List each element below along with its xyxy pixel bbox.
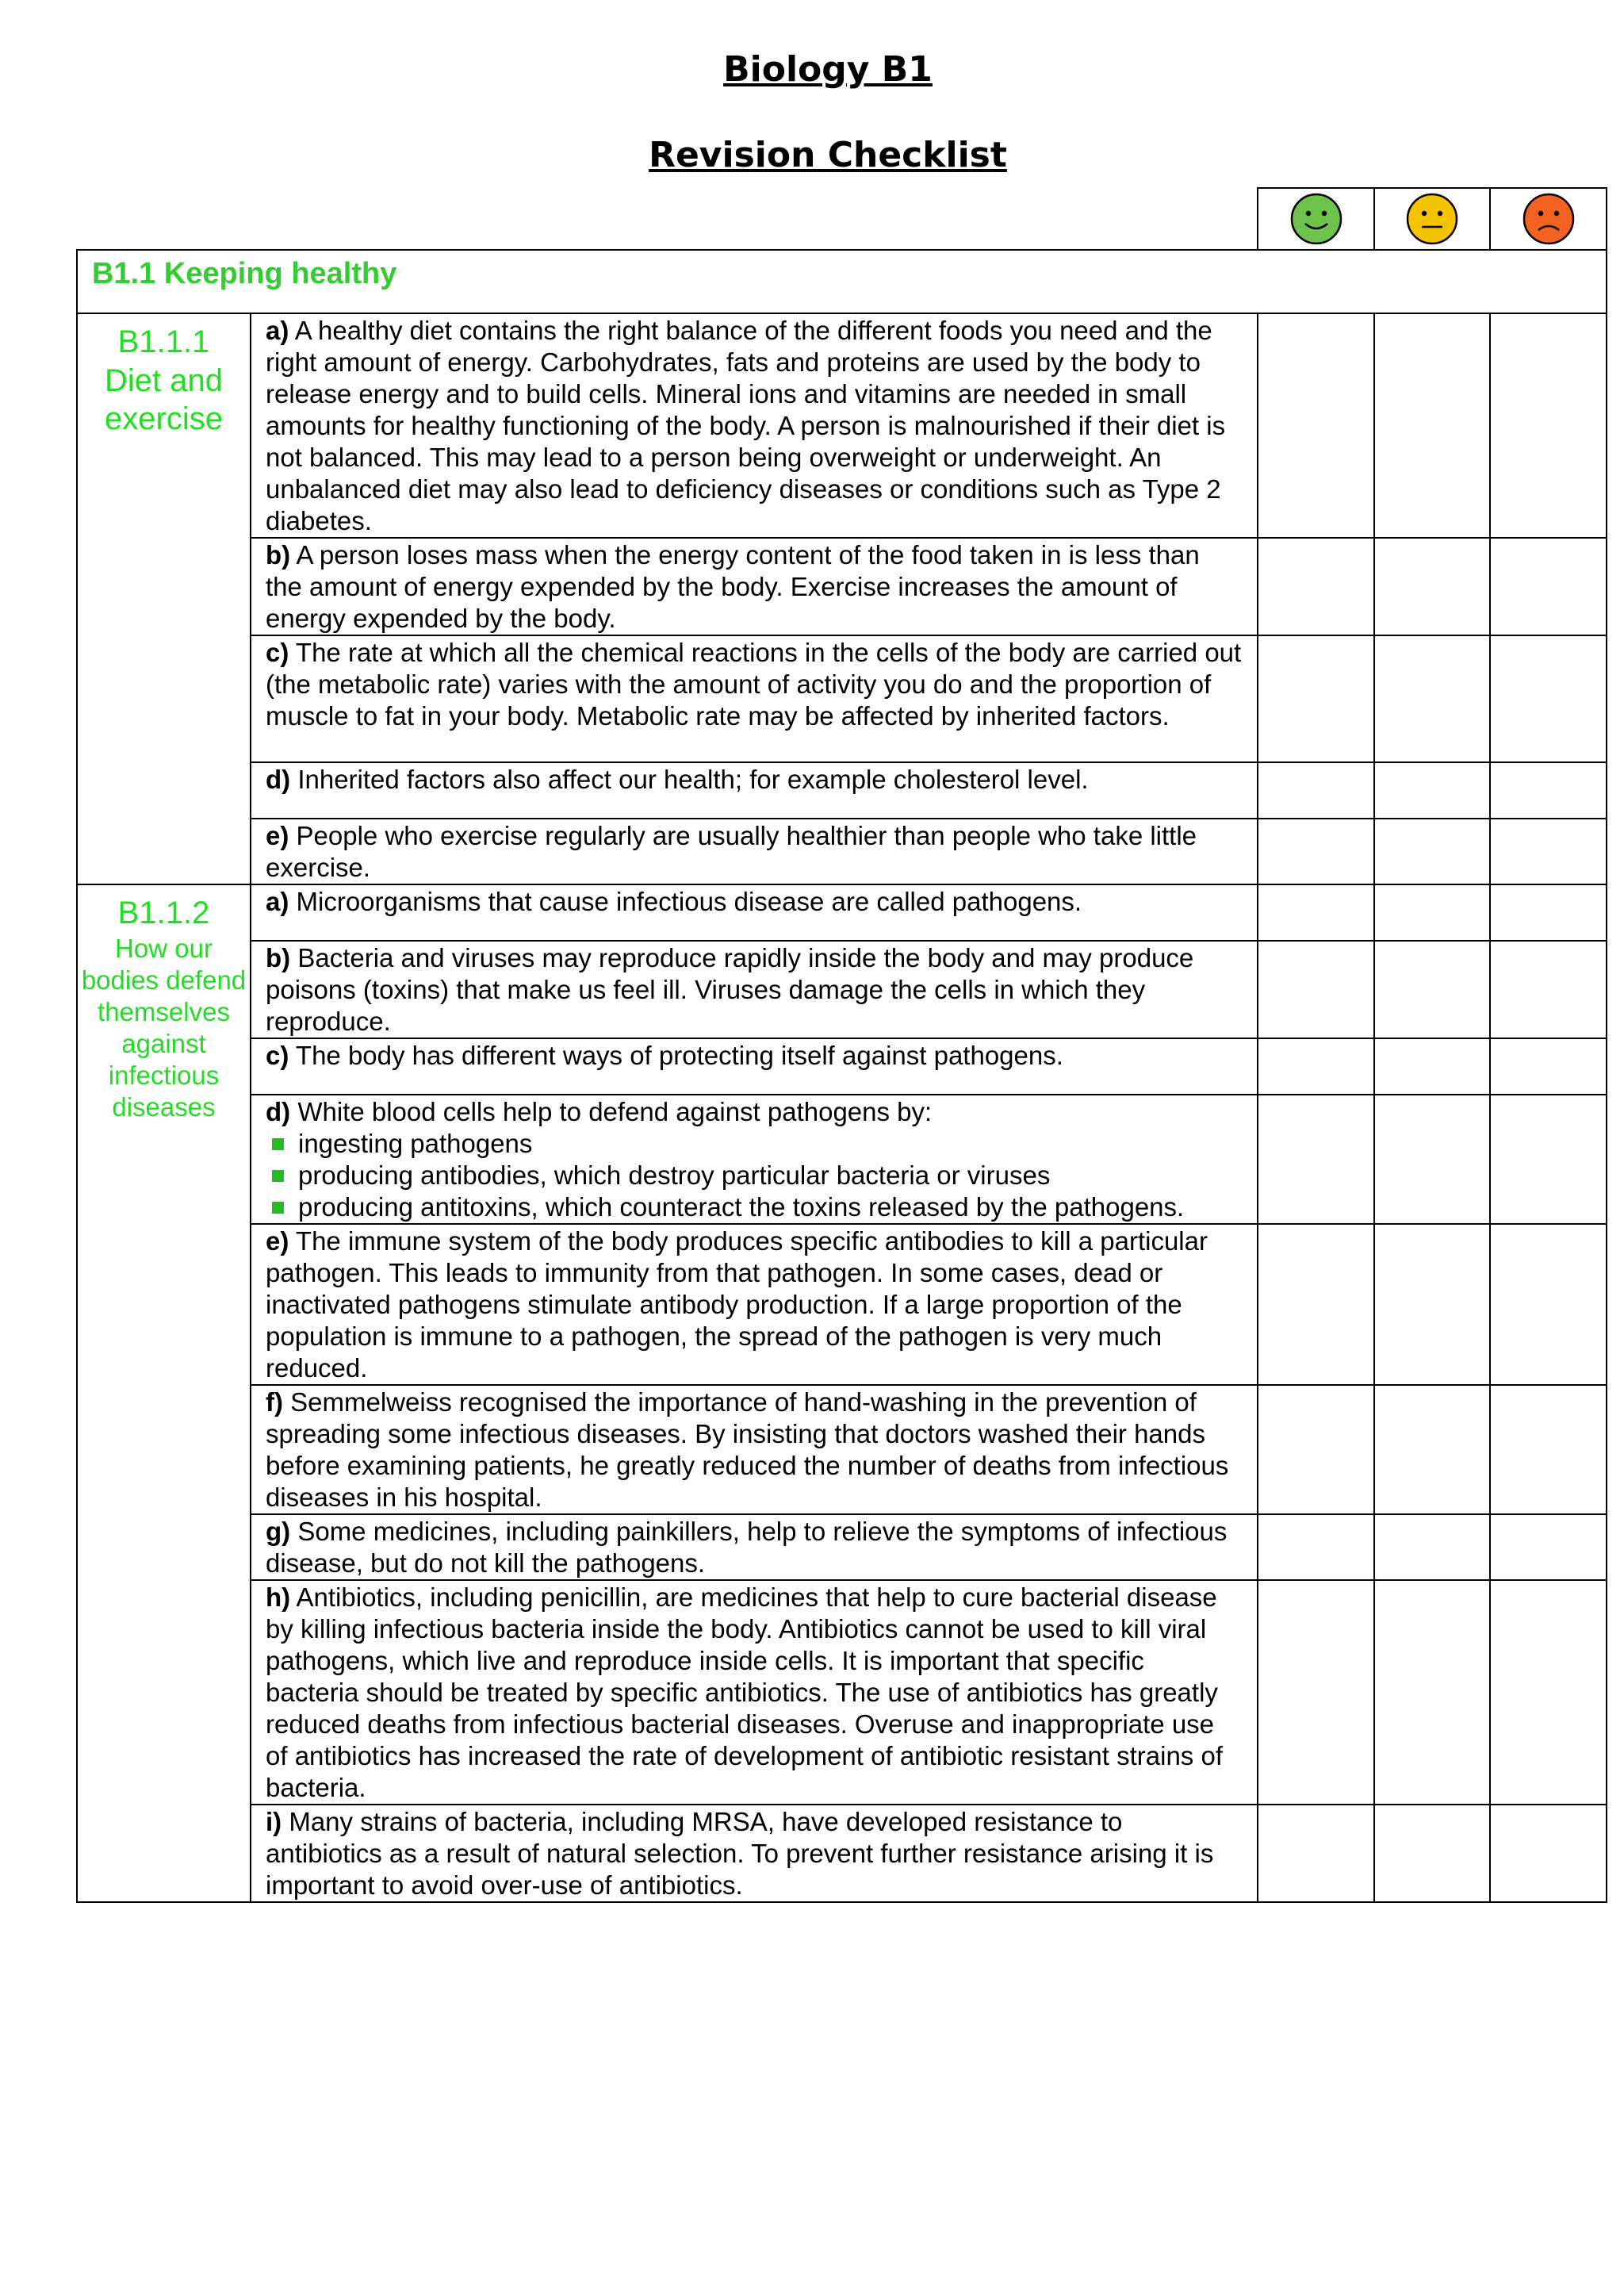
table-row	[77, 762, 1607, 819]
item-label: c)	[266, 1041, 289, 1070]
topic-name: How our bodies defend themselves against infectious diseases	[81, 934, 247, 1122]
table-row	[77, 1580, 1607, 1805]
bullet-text: producing antibodies, which destroy particular bacteria or viruses	[298, 1160, 1051, 1190]
item-label: b)	[266, 943, 291, 972]
table-row	[77, 1805, 1607, 1902]
topic-cell	[77, 884, 251, 1902]
checklist-item	[251, 1805, 1258, 1902]
item-label: d)	[266, 765, 291, 794]
rating-box-unsure[interactable]	[1374, 1095, 1490, 1224]
table-row	[77, 941, 1607, 1038]
sad-face-icon	[1522, 192, 1576, 246]
header-spacer	[77, 188, 1258, 250]
rating-box-confident[interactable]	[1258, 1580, 1374, 1805]
item-label: f)	[266, 1387, 283, 1417]
rating-box-unsure[interactable]	[1374, 538, 1490, 635]
item-text: Inherited factors also affect our health; for example cholesterol level.	[297, 765, 1089, 794]
bullet-text: ingesting pathogens	[298, 1129, 533, 1158]
checklist-item	[251, 313, 1258, 538]
item-text: The rate at which all the chemical reactions in the cells of the body are carried out (the metabolic rate) varies with the amount of activity you do and the proportion of muscle to fat in your body. Metabolic rate may be affected by inherited factors.	[266, 638, 1242, 731]
rating-box-confident[interactable]	[1258, 635, 1374, 762]
topic-number: B1.1.2	[117, 896, 210, 930]
rating-box-not-confident[interactable]	[1490, 1805, 1607, 1902]
checklist-item	[251, 1095, 1258, 1224]
rating-box-not-confident[interactable]	[1490, 1224, 1607, 1385]
bullet-text: producing antitoxins, which counteract the toxins released by the pathogens.	[298, 1192, 1185, 1222]
rating-box-unsure[interactable]	[1374, 941, 1490, 1038]
item-label: b)	[266, 540, 291, 570]
item-text: People who exercise regularly are usually healthier than people who take little exercise.	[266, 821, 1197, 882]
checklist-item	[251, 1514, 1258, 1580]
bullet-square-icon	[272, 1138, 284, 1150]
list-item	[266, 1128, 1243, 1160]
table-row	[77, 1224, 1607, 1385]
item-text: Many strains of bacteria, including MRSA, have developed resistance to antibiotics as a result of natural selection. To prevent further resistance arising it is important to avoid over-use of antibiotics.	[266, 1807, 1214, 1900]
item-label: a)	[266, 887, 289, 916]
rating-box-not-confident[interactable]	[1490, 884, 1607, 941]
rating-box-unsure[interactable]	[1374, 819, 1490, 884]
item-label: c)	[266, 638, 289, 667]
rating-box-not-confident[interactable]	[1490, 762, 1607, 819]
checklist-item	[251, 762, 1258, 819]
table-row	[77, 819, 1607, 884]
rating-box-confident[interactable]	[1258, 1095, 1374, 1224]
neutral-face-icon	[1405, 192, 1459, 246]
happy-face-icon	[1289, 192, 1343, 246]
rating-box-unsure[interactable]	[1374, 1514, 1490, 1580]
rating-box-confident[interactable]	[1258, 1805, 1374, 1902]
rating-box-confident[interactable]	[1258, 538, 1374, 635]
checklist-item	[251, 635, 1258, 762]
rating-box-unsure[interactable]	[1374, 884, 1490, 941]
table-row	[77, 884, 1607, 941]
item-text: White blood cells help to defend against pathogens by:	[297, 1097, 933, 1126]
table-row	[77, 1385, 1607, 1514]
list-item	[266, 1191, 1243, 1223]
checklist-item	[251, 884, 1258, 941]
checklist-item	[251, 819, 1258, 884]
item-label: d)	[266, 1097, 291, 1126]
rating-box-not-confident[interactable]	[1490, 1514, 1607, 1580]
rating-box-unsure[interactable]	[1374, 1580, 1490, 1805]
rating-box-confident[interactable]	[1258, 762, 1374, 819]
rating-box-confident[interactable]	[1258, 313, 1374, 538]
rating-box-unsure[interactable]	[1374, 635, 1490, 762]
table-row	[77, 1095, 1607, 1224]
section-title: B1.1 Keeping healthy	[77, 250, 1607, 313]
rating-box-not-confident[interactable]	[1490, 313, 1607, 538]
rating-header-confident	[1258, 188, 1374, 250]
rating-header-row	[77, 188, 1607, 250]
rating-box-unsure[interactable]	[1374, 313, 1490, 538]
checklist-item	[251, 538, 1258, 635]
rating-header-not-confident	[1490, 188, 1607, 250]
rating-box-not-confident[interactable]	[1490, 941, 1607, 1038]
item-label: h)	[266, 1582, 291, 1612]
rating-box-not-confident[interactable]	[1490, 1038, 1607, 1095]
rating-box-confident[interactable]	[1258, 1038, 1374, 1095]
checklist-item	[251, 1385, 1258, 1514]
item-text: Antibiotics, including penicillin, are medicines that help to cure bacterial disease by killing infectious bacteria inside the body. Antibiotics cannot be used to kill viral pathogens, which live and reproduce inside cells. It is important that specific bacteria should be treated by specific antibiotics. The use of antibiotics has greatly reduced deaths from infectious bacterial diseases. Overuse and inappropriate use of antibiotics has increased the rate of development of antibiotic resistant strains of bacteria.	[266, 1582, 1223, 1802]
item-text: Microorganisms that cause infectious disease are called pathogens.	[296, 887, 1082, 916]
table-row	[77, 635, 1607, 762]
item-label: i)	[266, 1807, 282, 1836]
rating-box-not-confident[interactable]	[1490, 635, 1607, 762]
checklist-item	[251, 941, 1258, 1038]
page-subtitle: Revision Checklist	[649, 135, 1007, 175]
section-row	[77, 250, 1607, 313]
checklist-item	[251, 1038, 1258, 1095]
rating-box-confident[interactable]	[1258, 941, 1374, 1038]
rating-box-not-confident[interactable]	[1490, 538, 1607, 635]
item-text: Bacteria and viruses may reproduce rapidly inside the body and may produce poisons (toxins) that make us feel ill. Viruses damage the cells in which they reproduce.	[266, 943, 1194, 1036]
topic-name: Diet and exercise	[105, 363, 223, 436]
rating-box-unsure[interactable]	[1374, 1805, 1490, 1902]
item-label: g)	[266, 1517, 291, 1546]
rating-box-not-confident[interactable]	[1490, 1095, 1607, 1224]
checklist-item	[251, 1580, 1258, 1805]
rating-box-not-confident[interactable]	[1490, 1385, 1607, 1514]
item-text: Some medicines, including painkillers, help to relieve the symptoms of infectious disease, but do not kill the pathogens.	[266, 1517, 1228, 1578]
rating-box-unsure[interactable]	[1374, 1038, 1490, 1095]
rating-box-unsure[interactable]	[1374, 762, 1490, 819]
rating-box-not-confident[interactable]	[1490, 1580, 1607, 1805]
table-row	[77, 1514, 1607, 1580]
item-text: A healthy diet contains the right balance of the different foods you need and the right amount of energy. Carbohydrates, fats and proteins are used by the body to release energy and to build cells. Mineral ions and vitamins are needed in small amounts for healthy functioning of the body. A person is malnourished if their diet is not balanced. This may lead to a person being overweight or underweight. An unbalanced diet may also lead to deficiency diseases or conditions such as Type 2 diabetes.	[266, 316, 1226, 535]
rating-box-confident[interactable]	[1258, 1224, 1374, 1385]
page-title: Biology B1	[723, 49, 933, 90]
rating-header-unsure	[1374, 188, 1490, 250]
rating-box-unsure[interactable]	[1374, 1224, 1490, 1385]
rating-box-confident[interactable]	[1258, 884, 1374, 941]
rating-box-confident[interactable]	[1258, 1514, 1374, 1580]
revision-checklist-table	[76, 187, 1607, 1903]
table-row	[77, 538, 1607, 635]
item-label: e)	[266, 821, 289, 850]
bullet-square-icon	[272, 1202, 284, 1214]
item-label: e)	[266, 1226, 289, 1256]
rating-box-not-confident[interactable]	[1490, 819, 1607, 884]
table-row	[77, 313, 1607, 538]
checklist-item	[251, 1224, 1258, 1385]
item-text: Semmelweiss recognised the importance of hand-washing in the prevention of spreading some infectious diseases. By insisting that doctors washed their hands before examining patients, he greatly reduced the number of deaths from infectious diseases in his hospital.	[266, 1387, 1229, 1512]
rating-box-unsure[interactable]	[1374, 1385, 1490, 1514]
topic-number: B1.1.1	[117, 324, 210, 359]
rating-box-confident[interactable]	[1258, 1385, 1374, 1514]
topic-cell	[77, 313, 251, 884]
item-text: The body has different ways of protecting itself against pathogens.	[295, 1041, 1063, 1070]
item-label: a)	[266, 316, 289, 345]
list-item	[266, 1160, 1243, 1191]
table-row	[77, 1038, 1607, 1095]
item-text: The immune system of the body produces specific antibodies to kill a particular pathogen. This leads to immunity from that pathogen. In some cases, dead or inactivated pathogens stimulate antibody production. If a large proportion of the population is immune to a pathogen, the spread of the pathogen is very much reduced.	[266, 1226, 1208, 1383]
rating-box-confident[interactable]	[1258, 819, 1374, 884]
item-text: A person loses mass when the energy content of the food taken in is less than the amount of energy expended by the body. Exercise increases the amount of energy expended by the body.	[266, 540, 1200, 633]
bullet-square-icon	[272, 1170, 284, 1182]
